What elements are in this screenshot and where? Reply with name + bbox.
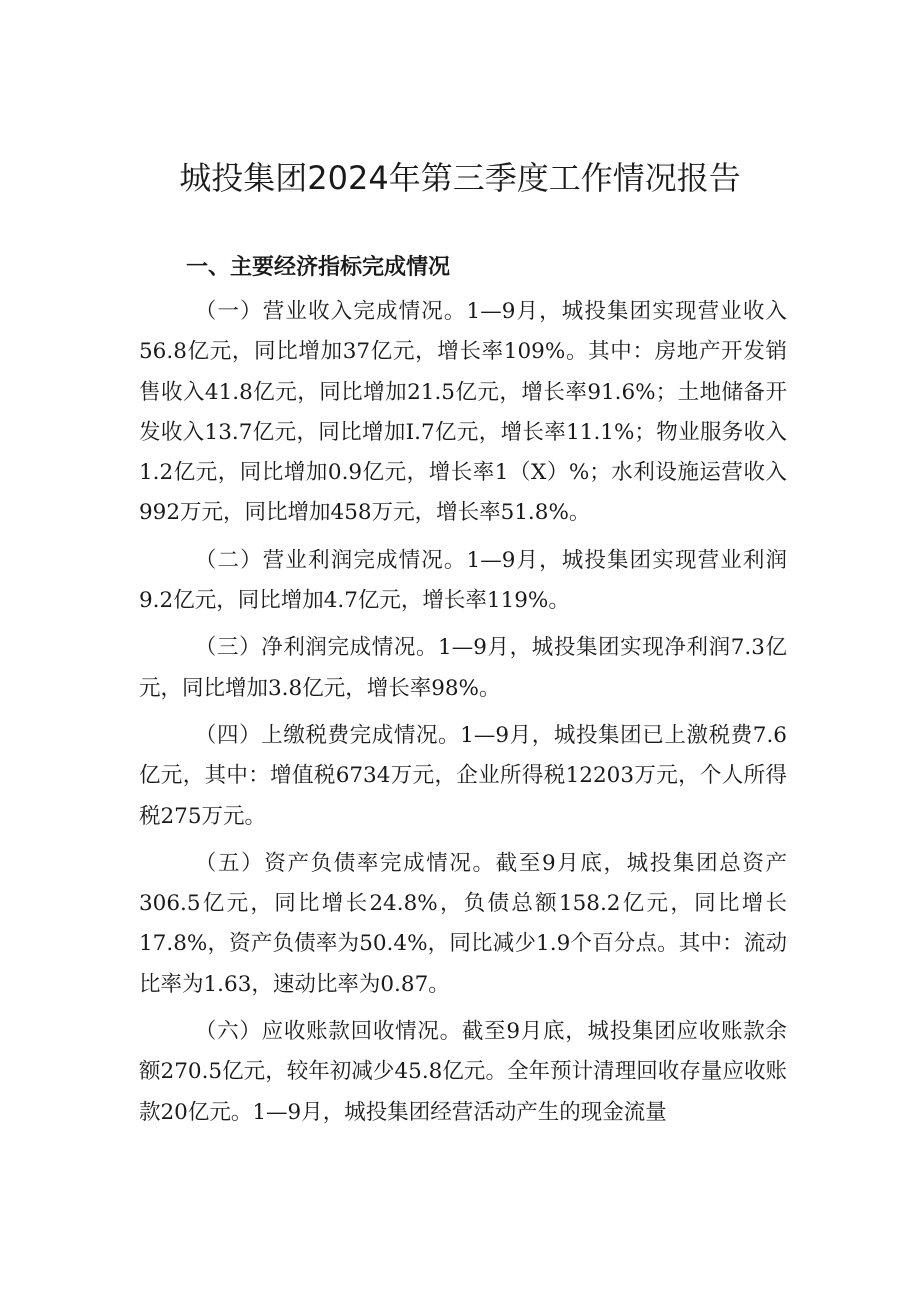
paragraph-operating-profit: （二）营业利润完成情况。1—9月，城投集团实现营业利润9.2亿元，同比增加4.7亿元，增长率119%。 [139, 547, 787, 614]
document-title: 城投集团2024年第三季度工作情况报告 [179, 159, 741, 197]
section-heading: 一、主要经济指标完成情况 [186, 255, 451, 280]
paragraph-receivables: （六）应收账款回收情况。截至9月底，城投集团应收账款余额270.5亿元，较年初减少45.8亿元。全年预计清理回收存量应收账款20亿元。1—9月，城投集团经营活动产生的现金流量 [139, 1019, 787, 1125]
paragraph-revenue: （一）营业收入完成情况。1—9月，城投集团实现营业收入56.8亿元，同比增加37亿元，增长率109%。其中：房地产开发销售收入41.8亿元，同比增加21.5亿元，增长率91.6%；土地储备开发收入13.7亿元，同比增加I.7亿元，增长率11.1%；物业服务收入1.2亿元，同比增加0.9亿元，增长率1（X）%；水利设施运营收入992万元，同比增加458万元，增长率51.8%。 [139, 299, 787, 526]
paragraph-debt-ratio: （五）资产负债率完成情况。截至9月底，城投集团总资产306.5亿元，同比增长24.8%，负债总额158.2亿元，同比增长17.8%，资产负债率为50.4%，同比减少1.9个百分点。其中：流动比率为1.63，速动比率为0.87。 [139, 850, 787, 997]
paragraph-taxes: （四）上缴税费完成情况。1—9月，城投集团已上激税费7.6亿元，其中：增值税6734万元，企业所得税12203万元，个人所得税275万元。 [139, 722, 787, 829]
paragraph-net-profit: （三）净利润完成情况。1—9月，城投集团实现净利润7.3亿元，同比增加3.8亿元，增长率98%。 [139, 635, 787, 701]
document-body [139, 292, 787, 1140]
